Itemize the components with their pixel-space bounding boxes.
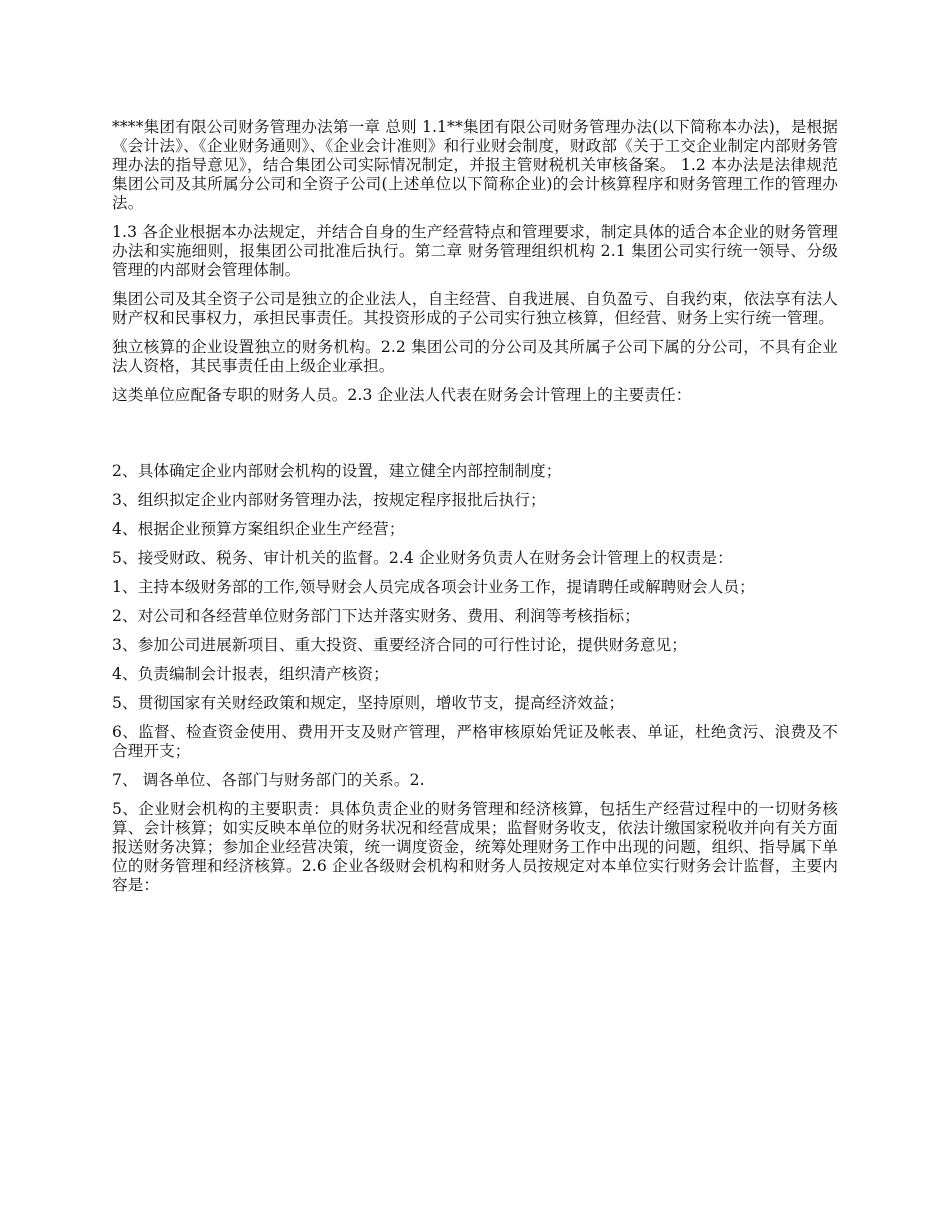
list-item-4: 4、根据企业预算方案组织企业生产经营； — [112, 520, 405, 538]
duty-item-3: 3、参加公司进展新项目、重大投资、重要经济合同的可行性讨论，提供财务意见； — [112, 636, 687, 654]
duty-item-4: 4、负责编制会计报表，组织清产核资； — [112, 665, 389, 683]
list-item-2: 2、具体确定企业内部财会机构的设置，建立健全内部控制制度； — [112, 462, 562, 480]
duty-item-7: 7、 调各单位、各部门与财务部门的关系。2. — [112, 771, 425, 789]
list-item-3: 3、组织拟定企业内部财务管理办法，按规定程序报批后执行； — [112, 491, 546, 509]
list-item-5-2-4: 5、接受财政、税务、审计机关的监督。2.4 企业财务负责人在财务会计管理上的权责是： — [112, 549, 733, 567]
paragraph-1-3: 1.3 各企业根据本办法规定，并结合自身的生产经营特点和管理要求，制定具体的适合本企业的财务管理办法和实施细则，报集团公司批准后执行。第二章 财务管理组织机构 2.1 集团公司实行统一领导、分级管理的内部财会管理体制。 — [112, 223, 838, 279]
paragraph-independent-accounting: 独立核算的企业设置独立的财务机构。2.2 集团公司的分公司及其所属子公司下属的分公司，不具有企业法人资格，其民事责任由上级企业承担。 — [112, 338, 838, 375]
paragraph-2-3: 这类单位应配备专职的财务人员。2.3 企业法人代表在财务会计管理上的主要责任： — [112, 386, 692, 404]
blank-gap — [112, 415, 838, 462]
paragraph-group-company: 集团公司及其全资子公司是独立的企业法人，自主经营、自我进展、自负盈亏、自我约束，依法享有法人财产权和民事权力，承担民事责任。其投资形成的子公司实行独立核算，但经营、财务上实行统一管理。 — [112, 290, 838, 327]
document-body — [112, 118, 838, 905]
paragraph-general-provisions: ****集团有限公司财务管理办法第一章 总则 1.1**集团有限公司财务管理办法(以下简称本办法)，是根据《会计法》、《企业财务通则》、《企业会计准则》和行业财会制度，财政部《关于工交企业制定内部财务管理办法的指导意见》，结合集团公司实际情况制定，并报主管财税机关审核备案。 1.2 本办法是法律规范集团公司及其所属分公司和全资子公司(上述单位以下简称企业)的会计核算程序和财务管理工作的管理办法。 — [112, 118, 838, 212]
duty-item-5: 5、贯彻国家有关财经政策和规定，坚持原则，增收节支，提高经济效益； — [112, 694, 625, 712]
duty-item-1: 1、主持本级财务部的工作,领导财会人员完成各项会计业务工作，提请聘任或解聘财会人员； — [112, 578, 755, 596]
paragraph-2-5: 5、企业财会机构的主要职责：具体负责企业的财务管理和经济核算，包括生产经营过程中的一切财务核算、会计核算；如实反映本单位的财务状况和经营成果；监督财务收支，依法计缴国家税收并向有关方面报送财务决算；参加企业经营决策，统一调度资金，统筹处理财务工作中出现的问题，组织、指导属下单位的财务管理和经济核算。2.6 企业各级财会机构和财务人员按规定对本单位实行财务会计监督，主要内容是： — [112, 800, 838, 894]
duty-item-2: 2、对公司和各经营单位财务部门下达并落实财务、费用、利润等考核指标； — [112, 607, 640, 625]
duty-item-6: 6、监督、检查资金使用、费用开支及财产管理，严格审核原始凭证及帐表、单证，杜绝贪污、浪费及不合理开支； — [112, 723, 838, 760]
